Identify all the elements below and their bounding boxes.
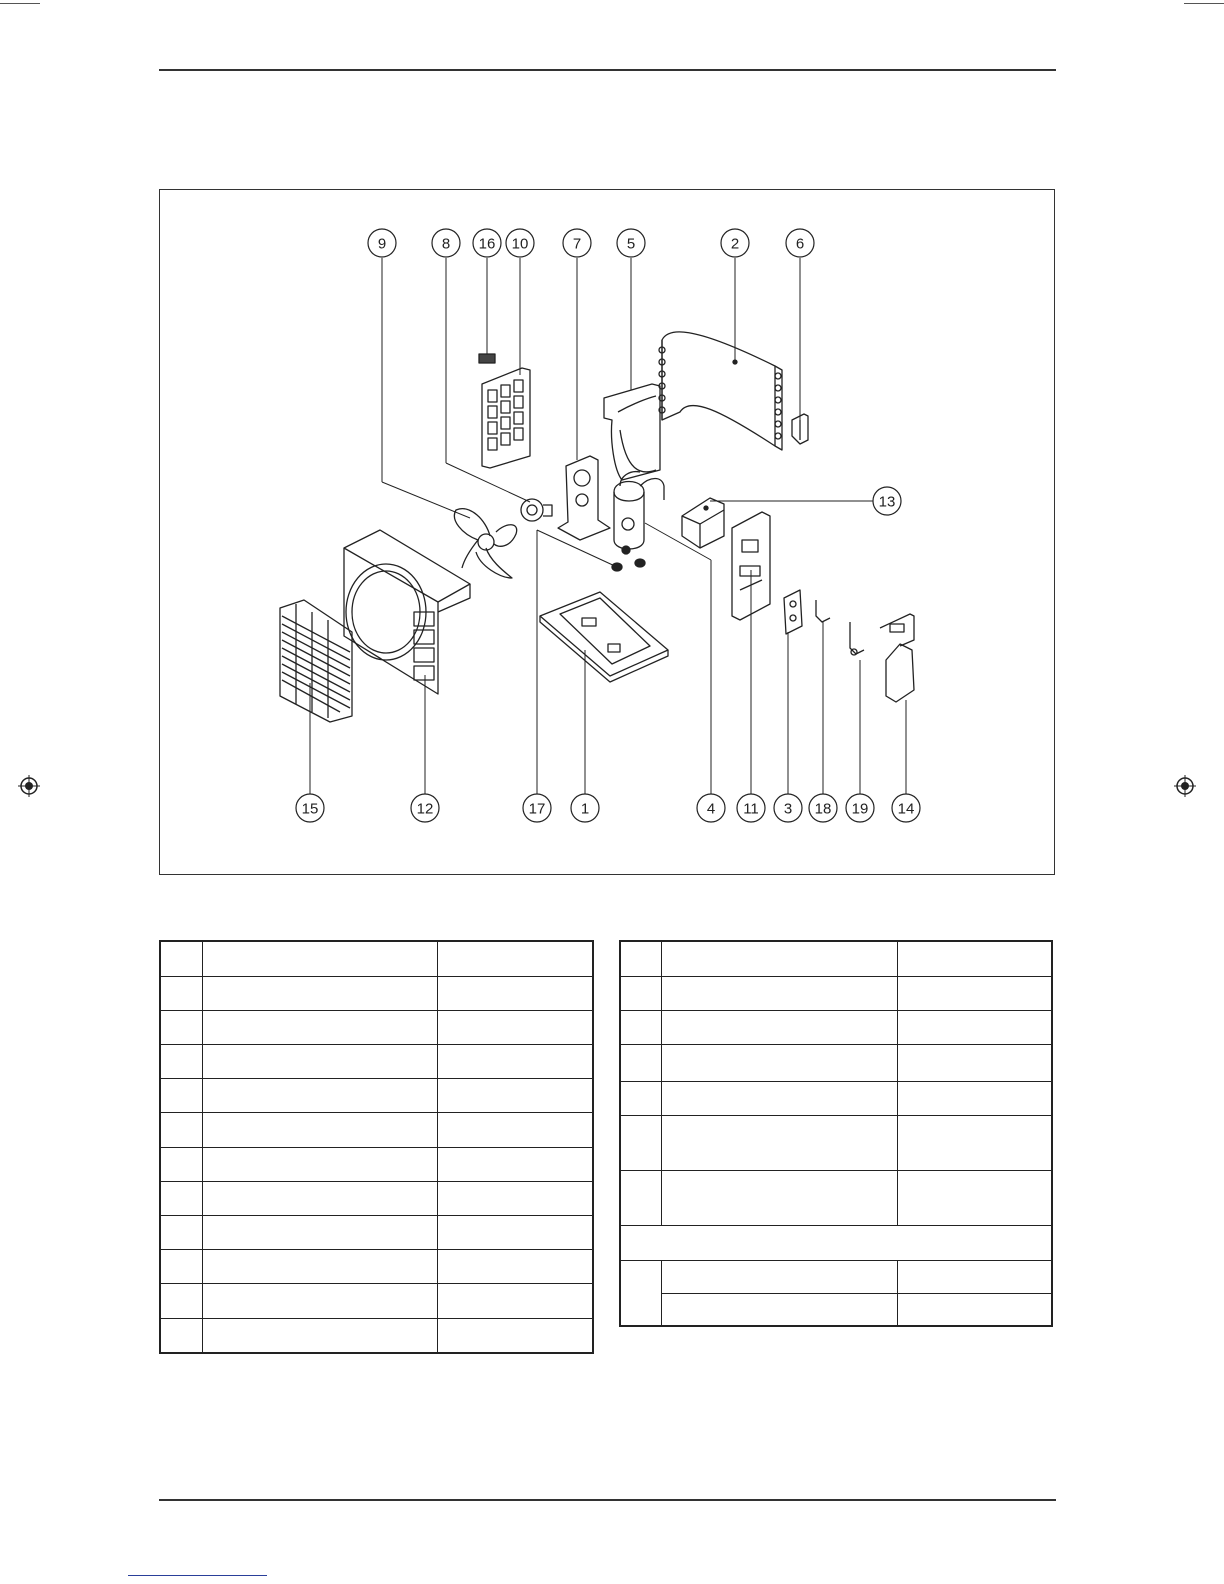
table-row	[160, 1112, 593, 1147]
callout-label-11: 11	[743, 800, 759, 818]
callout-label-2: 2	[730, 235, 740, 253]
callout-label-7: 7	[572, 235, 582, 253]
callout-label-14: 14	[897, 800, 915, 818]
callout-label-15: 15	[301, 800, 319, 818]
part-18-valve	[816, 600, 830, 622]
table-section-row	[620, 1225, 1052, 1260]
table-row	[160, 941, 593, 976]
footer-link-underline[interactable]	[128, 1575, 267, 1576]
part-12-cabinet	[344, 530, 470, 694]
callout-circles	[296, 229, 920, 822]
callout-label-13: 13	[878, 493, 896, 511]
part-3-valve-plate	[784, 590, 802, 634]
parts-table-right	[619, 940, 1053, 1327]
table-row	[620, 1010, 1052, 1044]
part-10-panel	[482, 368, 530, 468]
table-row	[160, 1215, 593, 1249]
part-15-grille	[280, 600, 352, 722]
part-7-motor-bracket	[558, 456, 610, 540]
table-row	[160, 1044, 593, 1078]
table-row	[620, 1044, 1052, 1081]
table-row	[620, 1170, 1052, 1225]
part-feet	[612, 559, 645, 571]
table-row	[620, 1293, 1052, 1326]
callout-label-1: 1	[580, 800, 590, 818]
callout-label-5: 5	[626, 235, 636, 253]
callout-label-19: 19	[851, 800, 869, 818]
part-4-compressor	[614, 472, 664, 554]
part-9-fan-blade	[454, 509, 516, 578]
callout-label-10: 10	[511, 235, 529, 253]
table-row	[620, 941, 1052, 976]
table-row	[620, 1081, 1052, 1115]
table-row	[160, 1078, 593, 1112]
table-row	[160, 1010, 593, 1044]
part-16-bracket	[479, 354, 495, 363]
callout-label-9: 9	[377, 235, 387, 253]
table-row	[620, 1115, 1052, 1170]
part-19-valve	[850, 622, 864, 655]
callout-label-8: 8	[441, 235, 451, 253]
callout-label-12: 12	[416, 800, 434, 818]
part-2-condenser	[659, 332, 782, 450]
part-1-base-pan	[540, 592, 668, 682]
table-row	[160, 1147, 593, 1181]
part-5-partition	[604, 384, 660, 480]
footer-rule	[159, 1499, 1056, 1501]
table-row	[620, 1260, 1052, 1293]
callout-label-6: 6	[795, 235, 805, 253]
callout-label-18: 18	[814, 800, 832, 818]
part-17-fan-motor	[521, 499, 552, 521]
table-row	[160, 1318, 593, 1353]
table-row	[160, 976, 593, 1010]
callout-label-17: 17	[528, 800, 546, 818]
callout-label-4: 4	[706, 800, 716, 818]
table-row	[160, 1249, 593, 1283]
part-13-control-box	[682, 498, 724, 548]
callout-label-3: 3	[783, 800, 793, 818]
part-14-cover	[880, 614, 914, 702]
table-row	[620, 976, 1052, 1010]
callout-label-16: 16	[478, 235, 496, 253]
parts-table-left	[159, 940, 594, 1354]
table-row	[160, 1283, 593, 1318]
table-row	[160, 1181, 593, 1215]
